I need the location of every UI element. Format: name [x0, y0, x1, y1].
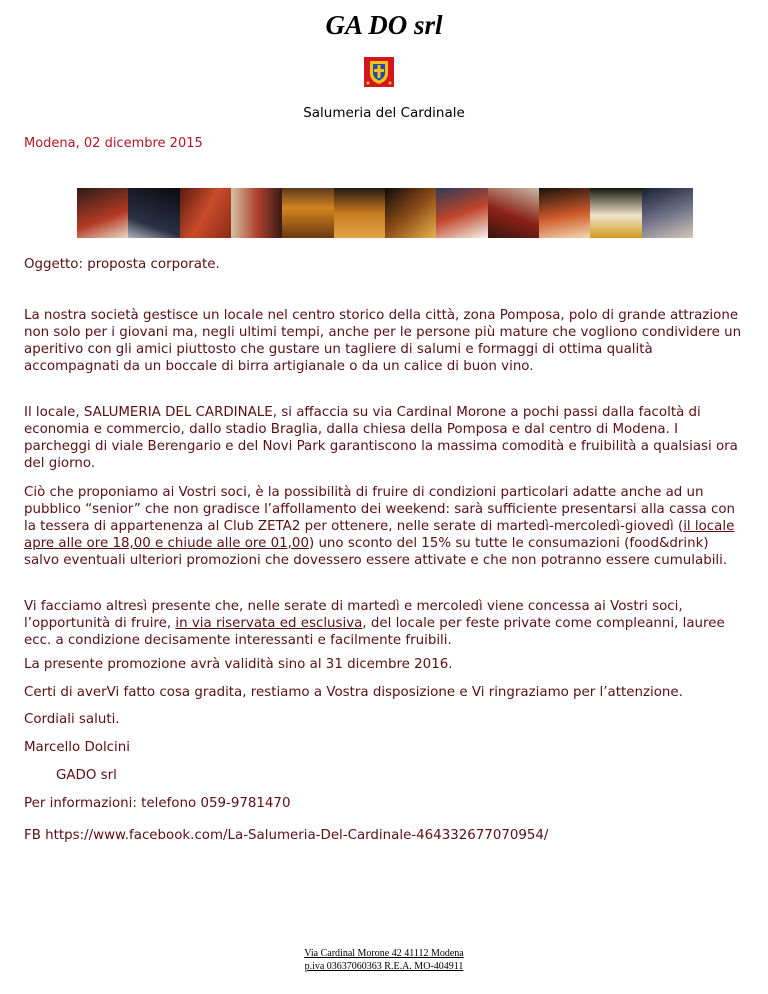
cardinal-crest-icon — [364, 57, 394, 87]
paragraph-validity: La presente promozione avrà validità sino al 31 dicembre 2016. — [24, 657, 453, 672]
offer-text-start: Ciò che proponiamo ai Vostri soci, è la possibilità di fruire di condizioni particolari adatte anche ad un pubblico “senior” che non gradisce l’affollamento dei weekend: sarà sufficiente presentarsi alla cassa con la tessera di appartenenza al Club ZETA2 per ottenere, nelle serate di martedì-mercoledì-giovedì ( — [24, 485, 736, 534]
spritz-photo — [77, 188, 128, 238]
letter-date: Modena, 02 dicembre 2015 — [24, 136, 203, 151]
signer-name: Marcello Dolcini — [24, 740, 130, 755]
exclusive-underlined: in via riservata ed esclusiva — [175, 616, 363, 631]
salumi-photo — [180, 188, 231, 238]
tagliere-photo — [539, 188, 590, 238]
signer-company: GADO srl — [56, 768, 117, 783]
closing-greeting: Cordiali saluti. — [24, 712, 120, 727]
opening-hours-underlined: il locale apre alle ore 18,00 e chiude alle ore 01,00 — [24, 519, 735, 551]
footer — [0, 947, 768, 973]
platter-photo — [436, 188, 487, 238]
drinks-photo — [642, 188, 693, 238]
contact-phone: Per informazioni: telefono 059-9781470 — [24, 796, 291, 811]
offer-text-end: ) uno sconto del 15% su tutte le consumazioni (food&drink) salvo eventuali ulteriori promozioni che dovessero essere attivate e che non potranno essere cumulabili. — [24, 536, 728, 568]
beer-pint-photo — [385, 188, 436, 238]
letter-subject: Oggetto: proposta corporate. — [24, 257, 220, 272]
paragraph-private-events — [24, 598, 746, 649]
paragraph-thanks: Certi di averVi fatto cosa gradita, restiamo a Vostra disposizione e Vi ringraziamo per l’attenzione. — [24, 685, 683, 700]
photo-banner — [77, 188, 693, 238]
footer-address: Via Cardinal Morone 42 41112 Modena — [304, 948, 464, 959]
paragraph-offer — [24, 484, 746, 569]
aperitivo-photo — [231, 188, 282, 238]
events-text-start: Vi facciamo altresì presente che, nelle serate di martedì e mercoledì viene concessa ai Vostri soci, l’opportunità di fruire, — [24, 599, 683, 631]
prosciutto-photo — [488, 188, 539, 238]
beer-glass-photo — [282, 188, 333, 238]
company-title: GA DO srl — [325, 10, 443, 40]
beer-mug-photo — [590, 188, 641, 238]
shop-name: Salumeria del Cardinale — [303, 105, 465, 121]
paragraph-location: Il locale, SALUMERIA DEL CARDINALE, si affaccia su via Cardinal Morone a pochi passi dalla facoltà di economia e commercio, dallo stadio Braglia, dalla chiesa della Pomposa e dal centro di Modena. I parcheggi di viale Berengario e del Novi Park garantiscono la massima comodità e fruibilità a qualsiasi ora del giorno. — [24, 405, 738, 471]
dessert-photo — [128, 188, 179, 238]
events-text-end: , del locale per feste private come compleanni, lauree ecc. a condizione decisamente interessanti e facilmente fruibili. — [24, 616, 725, 648]
footer-vat: p.iva 03637060363 R.E.A. MO-404911 — [304, 961, 464, 972]
beer-taps-photo — [334, 188, 385, 238]
paragraph-intro: La nostra società gestisce un locale nel centro storico della città, zona Pomposa, polo di grande attrazione non solo per i giovani ma, negli ultimi tempi, anche per le persone più mature che vogliono condividere un aperitivo con gli amici piuttosto che gustare un tagliere di salumi e formaggi di ottima qualità accompagnati da un boccale di birra artigianale o da un calice di buon vino. — [24, 308, 742, 374]
facebook-link[interactable]: FB https://www.facebook.com/La-Salumeria-Del-Cardinale-464332677070954/ — [24, 828, 549, 843]
